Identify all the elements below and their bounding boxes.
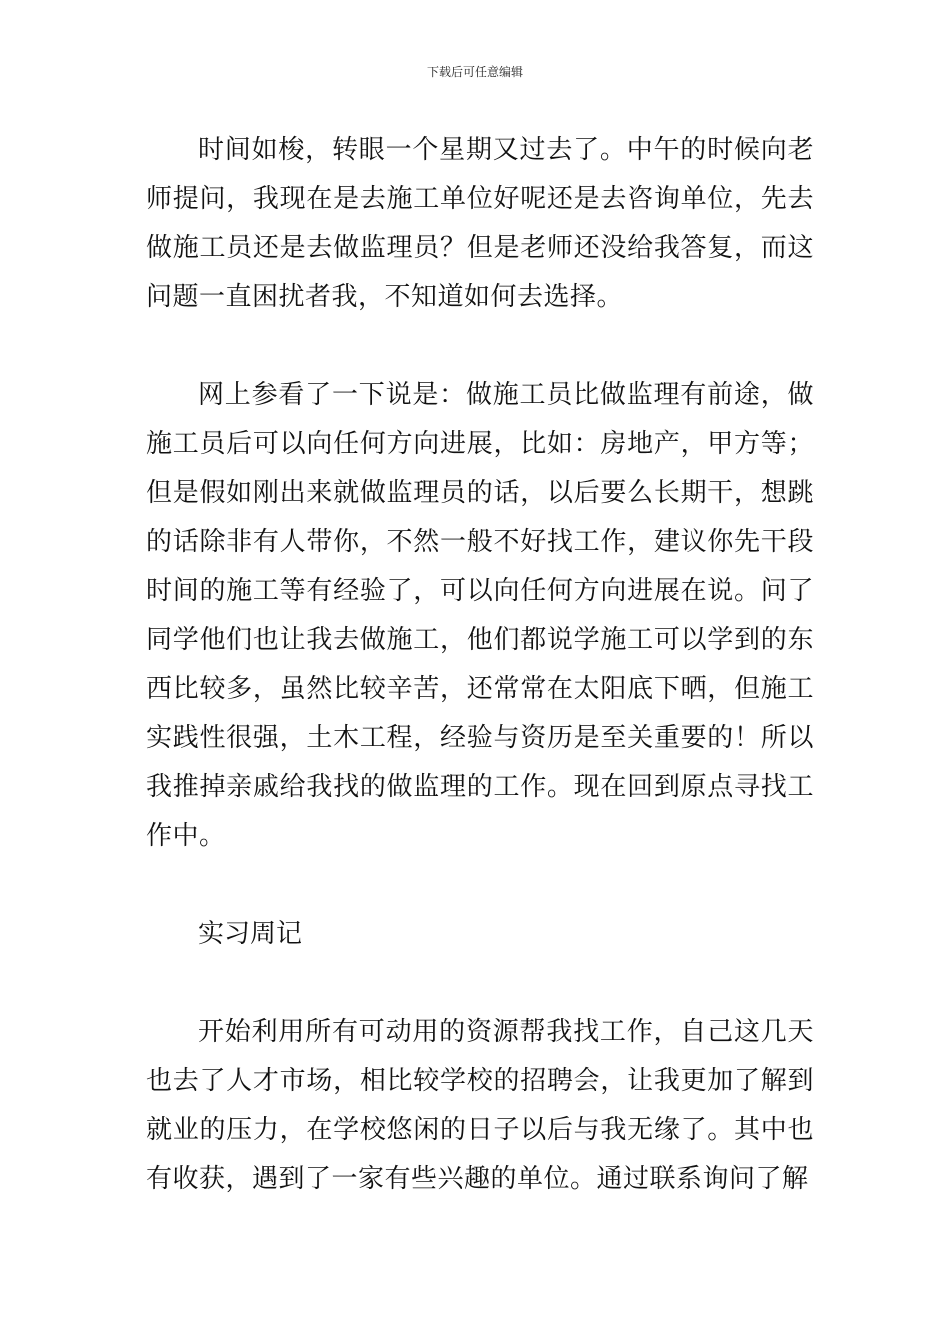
paragraph: 开始利用所有可动用的资源帮我找工作，自己这几天也去了人才市场，相比较学校的招聘会，让我更加了解到就业的压力，在学校悠闲的日子以后与我无缘了。其中也有收获，遇到了一家有些兴趣的单位。通过联系询问了解 bbox=[146, 1017, 814, 1194]
section-heading: 实习周记 bbox=[198, 919, 303, 949]
paragraph-spacer bbox=[146, 861, 814, 910]
paragraph: 时间如梭，转眼一个星期又过去了。中午的时候向老师提问，我现在是去施工单位好呢还是去咨询单位，先去做施工员还是去做监理员？但是老师还没给我答复，而这问题一直困扰者我，不知道如何去选择。 bbox=[146, 135, 814, 312]
paragraph-spacer bbox=[146, 959, 814, 1008]
page-header: 下载后可任意编辑 bbox=[426, 65, 523, 79]
paragraph-spacer bbox=[146, 322, 814, 371]
document-body bbox=[146, 126, 814, 1204]
paragraph: 网上参看了一下说是：做施工员比做监理有前途，做施工员后可以向任何方向进展，比如：房地产，甲方等；但是假如刚出来就做监理员的话，以后要么长期干，想跳的话除非有人带你，不然一般不好找工作，建议你先干段时间的施工等有经验了，可以向任何方向进展在说。问了同学他们也让我去做施工，他们都说学施工可以学到的东西比较多，虽然比较辛苦，还常常在太阳底下晒，但施工实践性很强，土木工程，经验与资历是至关重要的！所以我推掉亲戚给我找的做监理的工作。现在回到原点寻找工作中。 bbox=[146, 380, 814, 851]
